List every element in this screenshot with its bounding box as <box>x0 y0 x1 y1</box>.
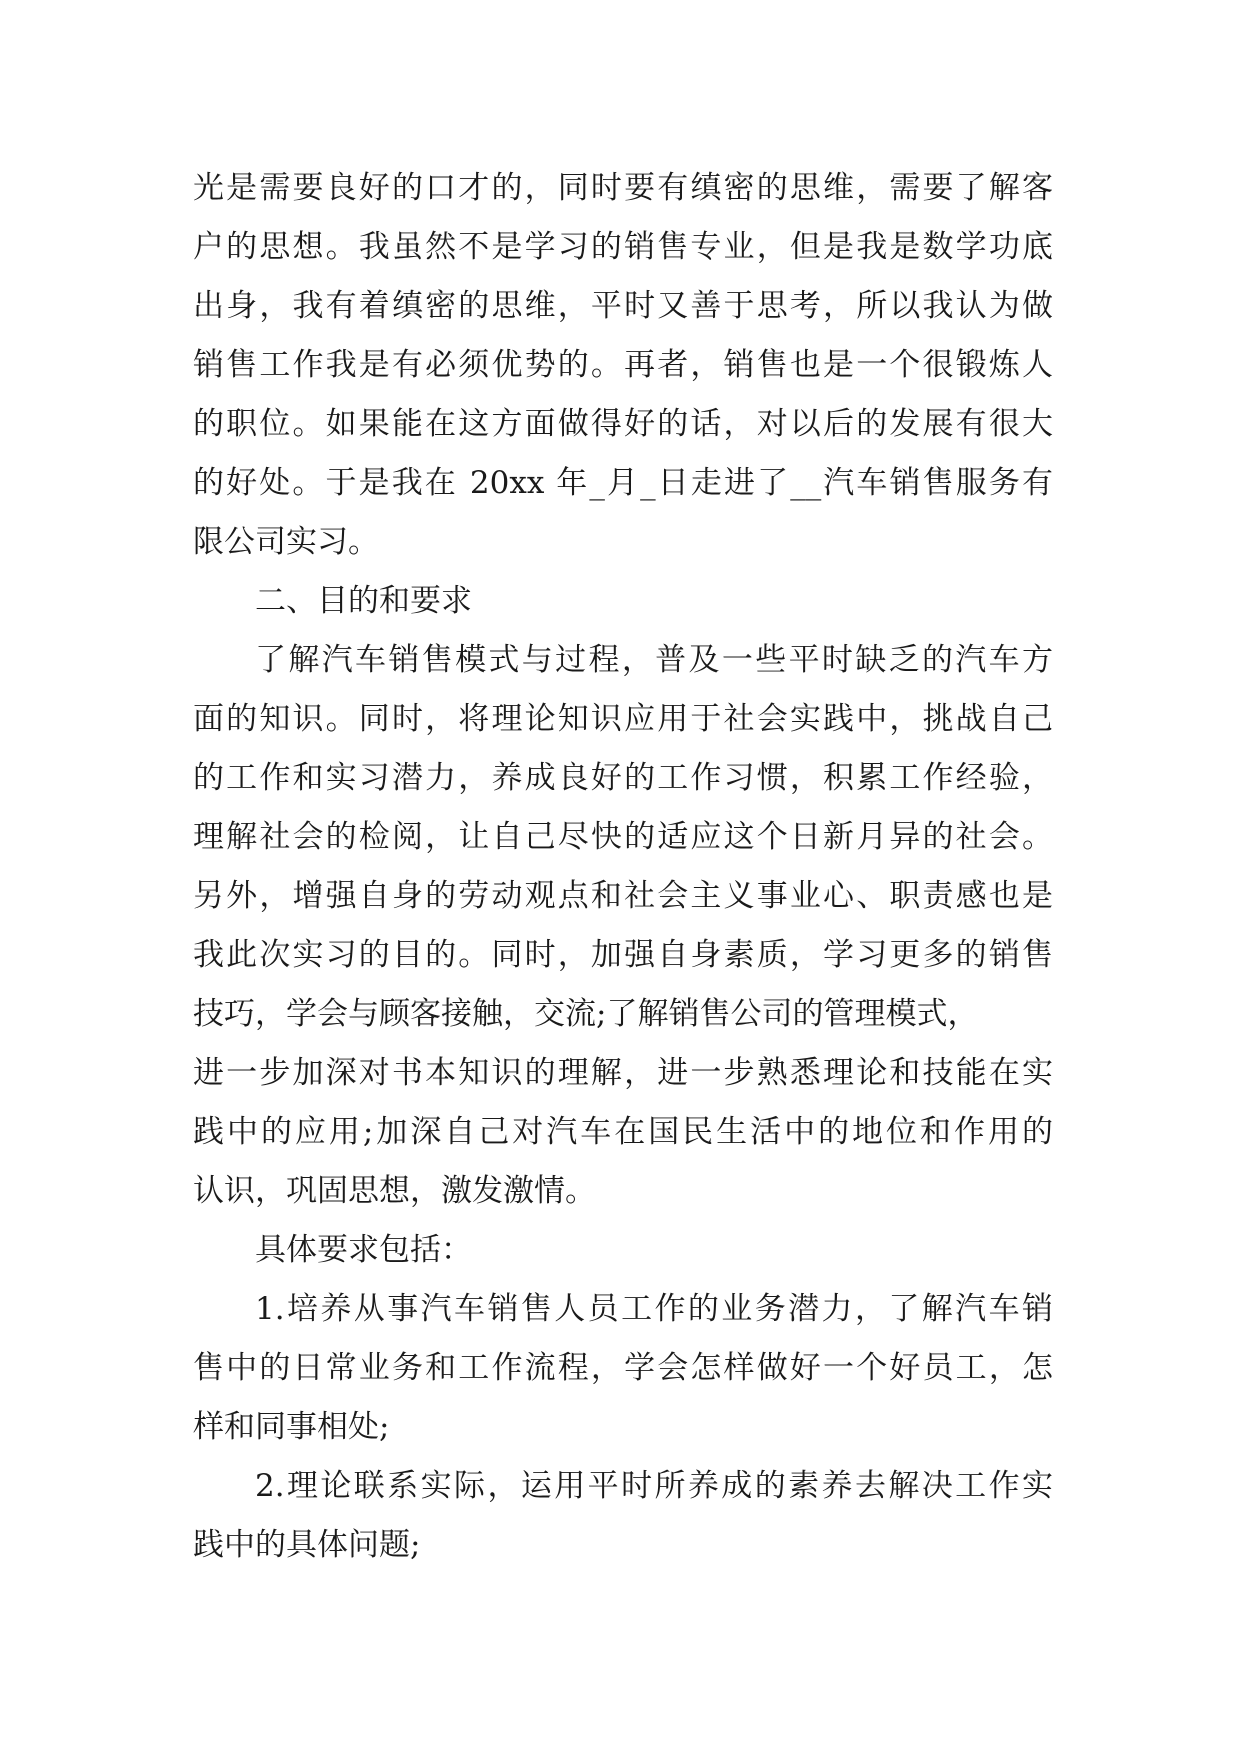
body-text <box>193 159 1053 1575</box>
text-line: 出身，我有着缜密的思维，平时又善于思考，所以我认为做 <box>193 288 1053 324</box>
text-line: 认识，巩固思想，激发激情。 <box>193 1173 596 1209</box>
text-line: 的好处。于是我在 20xx 年_月_日走进了__汽车销售服务有 <box>193 465 1053 501</box>
text-line: 面的知识。同时，将理论知识应用于社会实践中，挑战自己 <box>193 701 1053 737</box>
text-line: 销售工作我是有必须优势的。再者，销售也是一个很锻炼人 <box>193 347 1053 383</box>
text-line: 践中的具体问题; <box>193 1527 421 1563</box>
text-line: 样和同事相处; <box>193 1409 390 1445</box>
text-line: 践中的应用;加深自己对汽车在国民生活中的地位和作用的 <box>193 1114 1053 1150</box>
text-line: 理解社会的检阅，让自己尽快的适应这个日新月异的社会。 <box>193 819 1053 855</box>
text-line: 的职位。如果能在这方面做得好的话，对以后的发展有很大 <box>193 406 1053 442</box>
text-line: 限公司实习。 <box>193 524 379 560</box>
text-line: 1.培养从事汽车销售人员工作的业务潜力，了解汽车销 <box>255 1291 1053 1327</box>
text-line: 光是需要良好的口才的，同时要有缜密的思维，需要了解客 <box>193 170 1053 206</box>
text-line: 户的思想。我虽然不是学习的销售专业，但是我是数学功底 <box>193 229 1053 265</box>
text-line: 技巧，学会与顾客接触，交流;了解销售公司的管理模式， <box>193 996 979 1032</box>
text-line: 我此次实习的目的。同时，加强自身素质，学习更多的销售 <box>193 937 1053 973</box>
text-line: 的工作和实习潜力，养成良好的工作习惯，积累工作经验， <box>193 760 1053 796</box>
text-line: 进一步加深对书本知识的理解，进一步熟悉理论和技能在实 <box>193 1055 1053 1091</box>
text-line: 2.理论联系实际，运用平时所养成的素养去解决工作实 <box>255 1468 1053 1504</box>
text-line: 另外，增强自身的劳动观点和社会主义事业心、职责感也是 <box>193 878 1053 914</box>
text-line: 二、目的和要求 <box>255 583 472 619</box>
text-line: 了解汽车销售模式与过程，普及一些平时缺乏的汽车方 <box>255 642 1053 678</box>
text-line: 具体要求包括： <box>255 1232 472 1268</box>
text-line: 售中的日常业务和工作流程，学会怎样做好一个好员工，怎 <box>193 1350 1053 1386</box>
